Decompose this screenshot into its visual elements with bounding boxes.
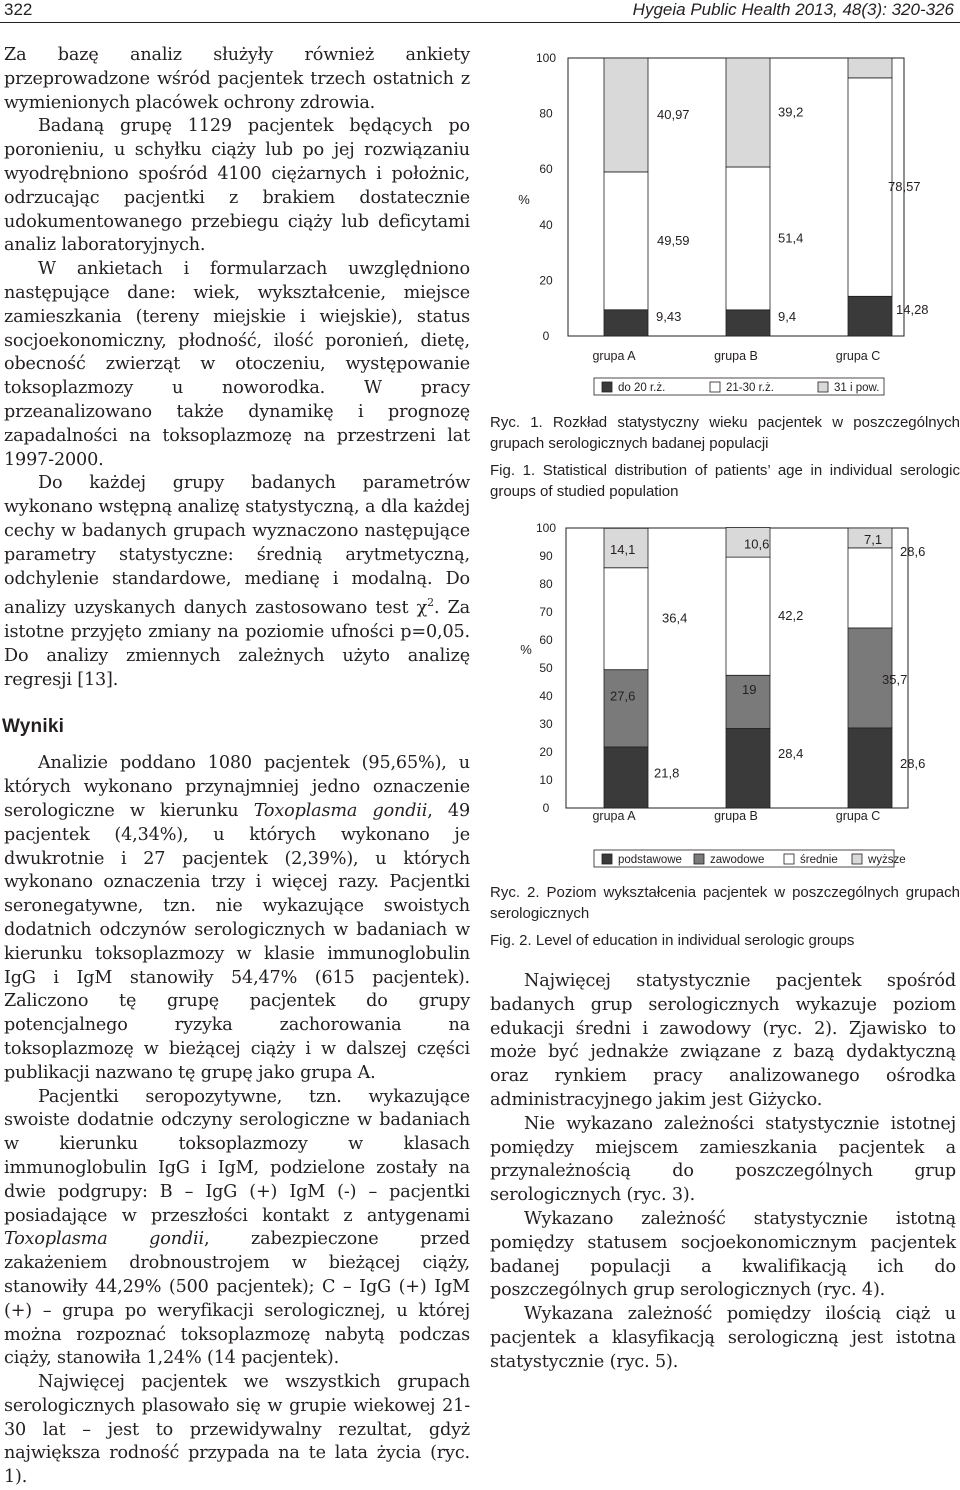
y-tick-label: 20	[539, 273, 553, 288]
section-heading-results: Wyniki	[2, 716, 65, 738]
legend-label: wyższe	[868, 854, 906, 866]
bar-segment	[848, 78, 892, 296]
legend-label: 31 i pow.	[834, 382, 880, 394]
data-label: 78,57	[888, 179, 921, 195]
bar-segment	[604, 172, 648, 310]
paragraph-r4: Wykazana zależność pomiędzy ilością ciąż u pacjentek a klasyfikacją serologiczną jest istotna statystycznie (ryc. 5).	[490, 1304, 956, 1372]
y-tick-label: 60	[539, 633, 553, 647]
bar-segment	[848, 728, 892, 808]
bar-segment	[848, 58, 892, 78]
legend-swatch	[602, 382, 612, 392]
category-label: grupa A	[592, 809, 636, 823]
category-label: grupa C	[835, 809, 881, 823]
figure-2-caption-pl: Ryc. 2. Poziom wykształcenia pacjentek w poszczególnych grupach serologicznych	[490, 884, 960, 922]
figure-2-chart	[490, 516, 960, 872]
paragraph-5-text-b: , 49 pacjentek (4,34%), u których wykonano je dwukrotnie i 27 pacjentek (2,39%), u których wykonano oznaczenia trzy i więcej razy. Pacjentki seronegatywne, tzn. nie wykazujące swoistych dodatnich odczynów serologicznych w badaniach w kierunku toksoplazmozy w klasie immunoglobulin IgG i IgM stanowiły 54,47% (615 pacjentek). Zaliczono tę grupę pacjentek do grupy potencjalnego ryzyka zachorowania na toksoplazmozę w bieżącej ciąży i w dalszej części publikacji nazwano tę grupę jako grupa A.	[4, 800, 470, 1083]
species-name: Toxoplasma gondii	[253, 800, 428, 821]
legend-label: zawodowe	[710, 854, 765, 866]
paragraph-7: Najwięcej pacjentek we wszystkich grupach serologicznych plasowało się w grupie wiekowej 21-30 lat – jest to przewidywalny rezultat, gdyż największa rodność przypada na te lata życia (ryc. 1).	[4, 1372, 470, 1488]
data-label: 49,59	[657, 232, 690, 248]
legend-label: do 20 r.ż.	[618, 382, 666, 394]
legend-swatch	[784, 854, 794, 864]
y-tick-label: 100	[535, 521, 557, 535]
category-label: grupa B	[714, 349, 758, 363]
data-label: 7,1	[864, 531, 883, 547]
data-label: 9,4	[778, 308, 797, 324]
legend-label: podstawowe	[618, 854, 682, 866]
paragraph-6	[4, 1086, 470, 1372]
bar-segment	[726, 310, 770, 336]
y-tick-label: 100	[535, 51, 557, 65]
bar-segment	[726, 167, 770, 310]
y-tick-label: 80	[539, 577, 553, 591]
species-name: Toxoplasma gondii	[4, 1229, 204, 1250]
figure-1-chart	[490, 44, 960, 406]
chi-superscript: 2	[427, 596, 434, 610]
left-column	[4, 44, 470, 1490]
bar-segment	[848, 548, 892, 628]
category-label: grupa A	[592, 349, 636, 363]
data-label: 39,2	[778, 104, 804, 120]
paragraph-r3: Wykazano zależność statystycznie istotną pomiędzy statusem socjoekonomicznym pacjentek badanej populacji a kwalifikacją ich do poszczególnych grup serologicznych (ryc. 4).	[490, 1208, 956, 1301]
data-label: 51,4	[778, 230, 804, 246]
data-label: 14,1	[610, 542, 636, 558]
y-tick-label: 30	[539, 717, 553, 731]
paragraph-r2: Nie wykazano zależności statystycznie istotnej pomiędzy miejscem zamieszkania pacjentek a przynależnością do poszczególnych grup serologicznych (ryc. 3).	[490, 1113, 956, 1206]
paragraph-4-text-b: . Za istotne przyjęto zmiany na poziomie ufności p=0,05. Do analizy zmiennych zależnych użyto analizę regresji [13].	[4, 598, 470, 690]
data-label: 9,43	[656, 308, 682, 324]
legend-label: średnie	[800, 854, 838, 866]
right-text	[490, 970, 956, 1375]
data-label: 10,6	[744, 536, 770, 552]
y-axis-label: %	[520, 642, 532, 657]
category-label: grupa C	[835, 349, 881, 363]
y-tick-label: 0	[542, 329, 550, 343]
bar-segment	[604, 310, 648, 336]
paragraph-1: Za bazę analiz służyły również ankiety przeprowadzone wśród pacjentek trzech ostatnich z wymienionych placówek ochrony zdrowia.	[4, 45, 470, 113]
right-column	[490, 0, 960, 1404]
legend-label: 21-30 r.ż.	[726, 382, 774, 394]
paragraph-r1: Najwięcej statystycznie pacjentek spośród badanych grup serologicznych wykazuje poziom edukacji średni i zawodowy (ryc. 2). Zjawisko to może być jednakże związane z bazą dydaktyczną oraz rynkiem pracy analizowanego ośrodka administracyjnego jakim jest Giżycko.	[490, 971, 956, 1110]
y-tick-label: 50	[539, 661, 553, 675]
bar-segment	[726, 728, 770, 808]
y-tick-label: 0	[542, 801, 550, 815]
data-label: 35,7	[882, 671, 908, 687]
bar-segment	[604, 747, 648, 808]
bar-segment	[848, 296, 892, 336]
figure-1-caption-pl: Ryc. 1. Rozkład statystyczny wieku pacjentek w poszczególnych grupach serologicznych badanej populacji	[490, 414, 960, 452]
data-label: 14,28	[896, 302, 929, 318]
figure-2-caption-en: Fig. 2. Level of education in individual serologic groups	[490, 932, 855, 949]
legend-swatch	[852, 854, 862, 864]
paragraph-4-text-a: Do każdej grupy badanych parametrów wykonano wstępną analizę statystyczną, a dla każdej cechy w badanych grupach wyznaczono następujące parametry statystyczne: średnią arytmetyczną, odchylenie standardowe, medianę i modalną. Do analizy uzyskanych danych zastosowano test	[4, 473, 470, 619]
data-label: 27,6	[610, 688, 636, 704]
y-tick-label: 80	[539, 106, 553, 121]
y-axis-label: %	[518, 192, 530, 207]
chi-symbol: χ	[416, 598, 428, 619]
legend-swatch	[694, 854, 704, 864]
data-label: 42,2	[778, 608, 804, 624]
paragraph-6-text-a: Pacjentki seropozytywne, tzn. wykazujące swoiste dodatnie odczyny serologiczne w badaniach w kierunku toksoplazmozy w klasach immunoglobulin IgG i IgM, podzielone zostały na dwie podgrupy: B – IgG (+) IgM (-) – pacjentki posiadające w przeszłości kontakt z antygenami	[4, 1086, 470, 1226]
y-tick-label: 10	[539, 773, 553, 787]
data-label: 40,97	[657, 106, 690, 122]
page-number: 322	[4, 0, 33, 19]
data-label: 36,4	[662, 610, 688, 626]
data-label: 21,8	[654, 765, 680, 781]
legend-swatch	[602, 854, 612, 864]
paragraph-5-text-a: Analizie poddano 1080 pacjentek (95,65%), u których wykonano przynajmniej jedno oznaczenie serologiczne w kierunku	[4, 753, 470, 821]
paragraph-3: W ankietach i formularzach uwzględniono następujące dane: wiek, wykształcenie, miejsce zamieszkania (tereny miejskie i wiejskie), status socjoekonomiczny, płodność, ilość poronień, dietę, obecność zwierząt w otoczeniu, występowanie toksoplazmozy u noworodka. W pracy przeanalizowano także dynamikę i prognozę zapadalności na toksoplazmozę na przestrzeni lat 1997-2000.	[4, 259, 470, 470]
y-tick-label: 20	[539, 745, 553, 759]
y-tick-label: 40	[539, 217, 553, 232]
paragraph-4	[4, 472, 470, 692]
bar-segment	[604, 58, 648, 172]
y-tick-label: 70	[539, 605, 553, 619]
data-label: 28,6	[900, 543, 926, 559]
data-label: 28,6	[900, 755, 926, 771]
y-tick-label: 40	[539, 689, 553, 703]
legend-swatch	[818, 382, 828, 392]
bar-segment	[604, 568, 648, 670]
data-label: 19	[742, 681, 757, 697]
category-label: grupa B	[714, 809, 758, 823]
y-tick-label: 90	[539, 549, 553, 563]
y-tick-label: 60	[539, 162, 553, 177]
paragraph-2: Badaną grupę 1129 pacjentek będących po poronieniu, u schyłku ciąży lub po jej rozwiązaniu wyodrębniono spośród 4100 ciężarnych i położnic, odrzucając pacjentki z brakiem dostatecznie udokumentowanego przebiegu ciąży lub deficytami analiz laboratoryjnych.	[4, 116, 470, 256]
paragraph-6-text-b: , zabezpieczone przed zakażeniem drobnoustrojem w bieżącej ciąży, stanowiły 44,29% (500 pacjentek); C – IgG (+) IgM (+) – grupa po weryfikacji serologicznej, u której można rozpoznać toksoplazmozę nabytą podczas ciąży, stanowiła 1,24% (14 pacjentek).	[4, 1229, 470, 1369]
figure-1-caption-en: Fig. 1. Statistical distribution of patients’ age in individual serologic groups of studied population	[490, 462, 960, 500]
data-label: 28,4	[778, 746, 804, 762]
bar-segment	[726, 557, 770, 675]
bar-segment	[604, 670, 648, 747]
journal-citation: Hygeia Public Health 2013, 48(3): 320-326	[632, 0, 954, 19]
legend-swatch	[710, 382, 720, 392]
paragraph-5	[4, 752, 470, 1085]
bar-segment	[726, 58, 770, 167]
